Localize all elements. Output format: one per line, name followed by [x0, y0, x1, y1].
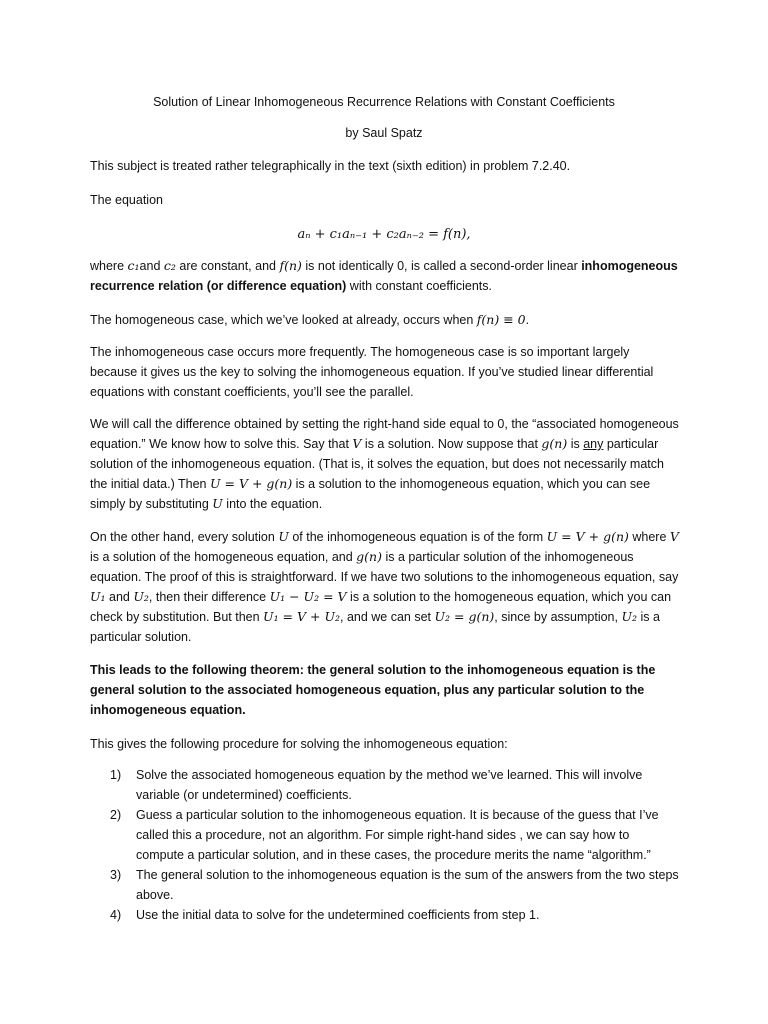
associated-paragraph: We will call the difference obtained by setting the right-hand side equal to 0, the “associated homogeneous equation.” We know how to solve this. Say that V is a solution. Now suppose that g(n) is any particular solution of the inhomogeneous equation. (That is, it solves the equation, but does not necessarily match the initial data.) Then U = V + g(n) is a solution to the inhomogeneous equation, which you can see simply by substituting U into the equation. — [90, 417, 679, 511]
inhomogeneous-paragraph: The inhomogeneous case occurs more frequently. The homogeneous case is so important largely because it gives us the key to solving the inhomogeneous equation. If you’ve studied linear differential equations with constant coefficients, you’ll see the parallel. — [90, 345, 654, 399]
theorem-paragraph: This leads to the following theorem: the general solution to the inhomogeneous equation is the general solution to the associated homogeneous equation, plus any particular solution to the inhomogeneous equation. — [90, 663, 656, 717]
where-paragraph: where c₁and c₂ are constant, and f(n) is not identically 0, is called a second-order linear inhomogeneous recurrence relation (or difference equation) with constant coefficients. — [90, 258, 678, 293]
list-item: 3) The general solution to the inhomogeneous equation is the sum of the answers from the two steps above. — [110, 868, 679, 902]
underlined-any: any — [583, 437, 604, 451]
recurrence-equation: aₙ + c₁aₙ₋₁ + c₂aₙ₋₂ = f(n), — [297, 227, 471, 242]
equation-label: The equation — [90, 193, 163, 207]
list-item: 2) Guess a particular solution to the inhomogeneous equation. It is because of the guess that I’ve called this a procedure, not an algorithm. For simple right-hand sides , we can say how to compute a particular solution, and in these cases, the procedure merits the name “algorithm.” — [110, 808, 659, 862]
procedure-intro: This gives the following procedure for solving the inhomogeneous equation: — [90, 737, 508, 751]
homogeneous-paragraph: The homogeneous case, which we’ve looked at already, occurs when f(n) ≡ 0. — [90, 312, 530, 327]
document-author: by Saul Spatz — [345, 126, 423, 140]
document-title: Solution of Linear Inhomogeneous Recurrence Relations with Constant Coefficients — [153, 95, 615, 109]
other-hand-paragraph: On the other hand, every solution U of the inhomogeneous equation is of the form U = V + g(n) where V is a solution of the homogeneous equation, and g(n) is a particular solution of the inhomogeneous equation. The proof of this is straightforward. If we have two solutions to the inhomogeneous equation, say U₁ and U₂, then their difference U₁ − U₂ = V is a solution to the homogeneous equation, which you can check by substitution. But then U₁ = V + U₂, and we can set U₂ = g(n), since by assumption, U₂ is a particular solution. — [90, 529, 679, 644]
intro-paragraph: This subject is treated rather telegraphically in the text (sixth edition) in problem 7.2.40. — [90, 159, 571, 173]
bold-term: inhomogeneous recurrence relation (or difference equation) — [90, 259, 678, 293]
list-item: 1) Solve the associated homogeneous equation by the method we’ve learned. This will involve variable (or undetermined) coefficients. — [110, 768, 643, 802]
list-item: 4) Use the initial data to solve for the undetermined coefficients from step 1. — [110, 908, 540, 922]
procedure-steps — [90, 765, 680, 925]
